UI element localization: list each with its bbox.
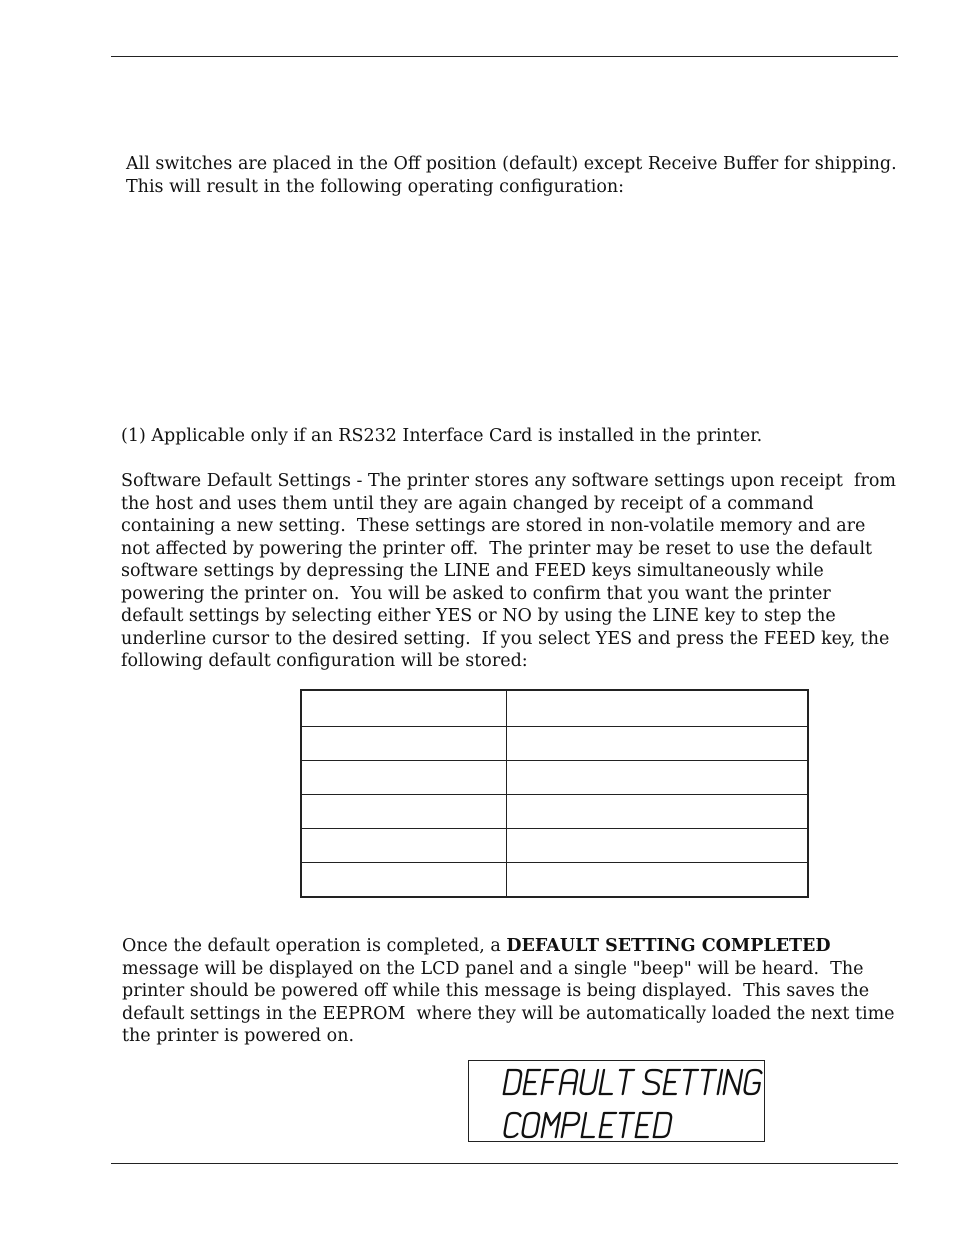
table-cell [301,795,507,829]
software-default-paragraph [121,470,896,673]
table-row [301,690,808,727]
completion-line-5: the printer is powered on. [122,1026,355,1046]
table-cell [507,690,809,727]
table-row [301,727,808,761]
table-row [301,795,808,829]
completion-line-1 [122,935,895,958]
table-cell [507,863,809,898]
lcd-line-1 [505,1063,791,1086]
table-cell [507,829,809,863]
table-cell [301,829,507,863]
software-line-1: Software Default Settings - The printer stores any software settings upon receipt from [121,471,896,491]
lcd-panel [468,1060,765,1142]
table-cell [301,863,507,898]
software-line-5: software settings by depressing the LINE and FEED keys simultaneously while [121,561,824,581]
software-line-6: powering the printer on. You will be asked to confirm that you want the printer [121,583,831,604]
table-cell [301,690,507,727]
table-row [301,829,808,863]
software-line-7: default settings by selecting either YES or NO by using the LINE key to step the [121,606,836,626]
table-row [301,761,808,795]
completion-line-2: message will be displayed on the LCD panel and a single "beep" will be heard. The [122,958,864,979]
table-cell [507,795,809,829]
software-line-8: underline cursor to the desired setting. If you select YES and press the FEED key, the [121,628,890,649]
software-line-9: following default configuration will be stored: [121,651,528,671]
completion-paragraph [122,935,895,1048]
table-cell [301,761,507,795]
completion-line-1-prefix: Once the default operation is completed, a [122,936,507,956]
table-row [301,863,808,898]
software-line-2: the host and uses them until they are again changed by receipt of a command [121,493,814,514]
completion-line-3: printer should be powered off while this message is being displayed. This saves the [122,981,870,1001]
footer-rule [111,1163,898,1164]
shipping-line-1: All switches are placed in the Off position (default) except Receive Buffer for shipping. [126,154,897,174]
table-cell [507,727,809,761]
software-line-3: containing a new setting. These settings are stored in non-volatile memory and are [121,516,866,536]
table-cell [301,727,507,761]
shipping-paragraph [126,153,897,198]
shipping-line-2: This will result in the following operating configuration: [126,176,625,197]
footnote: (1) Applicable only if an RS232 Interface Card is installed in the printer. [121,426,763,446]
lcd-line-2 [505,1105,677,1128]
completion-line-4: default settings in the EEPROM where they will be automatically loaded the next time [122,1003,895,1024]
default-configuration-table [300,689,809,898]
default-setting-completed-emphasis: DEFAULT SETTING COMPLETED [506,936,831,956]
header-rule [111,56,898,57]
software-line-4: not affected by powering the printer off. The printer may be reset to use the default [121,538,873,559]
table-cell [507,761,809,795]
